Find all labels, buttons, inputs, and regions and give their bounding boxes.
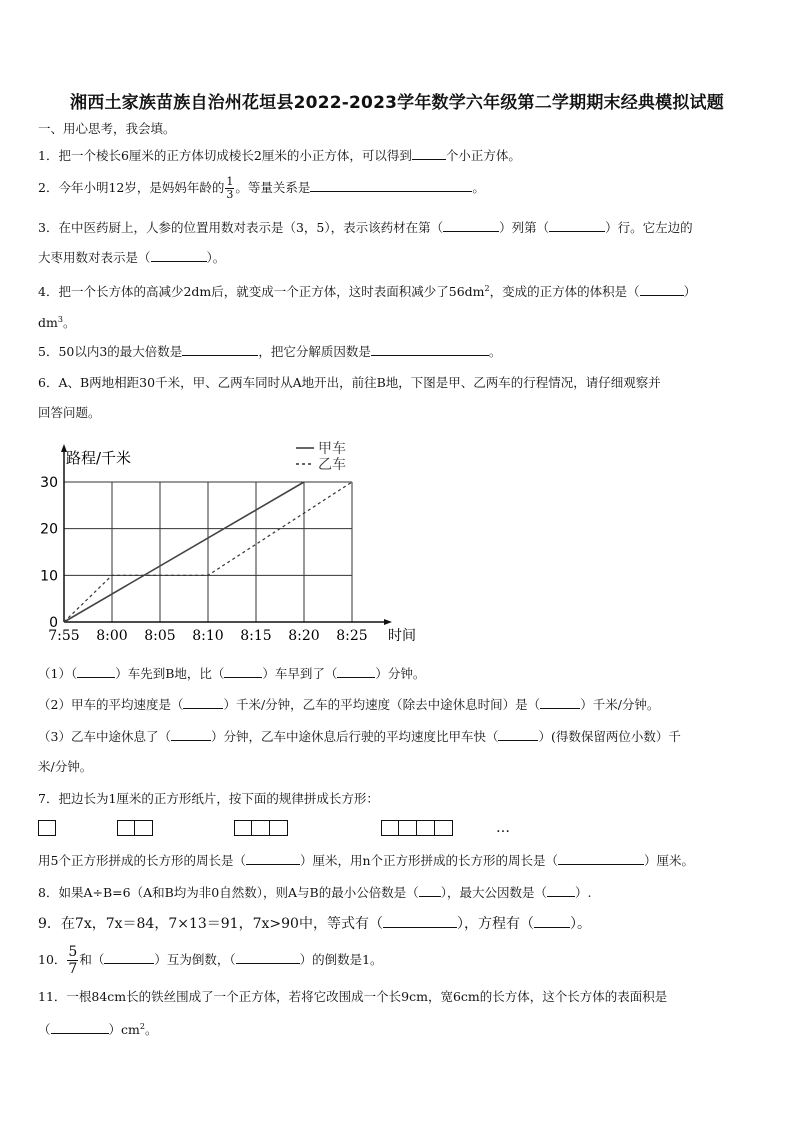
answer-blank[interactable] bbox=[412, 146, 446, 160]
chart-ticks bbox=[40, 475, 368, 644]
answer-blank[interactable] bbox=[171, 727, 211, 741]
square-pattern bbox=[0, 820, 794, 842]
answer-blank[interactable] bbox=[419, 883, 441, 897]
question-6-part3-line1: （3）乙车中途休息了（ ）分钟，乙车中途休息后行驶的平均速度比甲车快（ ）(得数保留两位小数）千 bbox=[38, 729, 681, 744]
question-2: 2．今年小明12岁，是妈妈年龄的 $\frac{1}{3}$ 。等量关系是 。 bbox=[38, 175, 485, 201]
question-7: 7．把边长为1厘米的正方形纸片，按下面的规律拼成长方形： bbox=[38, 791, 379, 806]
series-line-jia bbox=[64, 482, 304, 622]
x-tick-label: 8:05 bbox=[144, 628, 176, 644]
x-tick-label: 8:00 bbox=[96, 628, 128, 644]
answer-blank[interactable] bbox=[534, 914, 570, 928]
chart-legend bbox=[296, 441, 346, 473]
answer-blank[interactable] bbox=[540, 695, 580, 709]
question-8: 8．如果A÷B=6（A和B均为非0自然数），则A与B的最小公倍数是（ ），最大公因数是（ ）. bbox=[38, 885, 592, 900]
question-6-part1: （1）（ ）车先到B地，比（ ）车早到了（ ）分钟。 bbox=[38, 666, 426, 681]
answer-blank[interactable] bbox=[246, 851, 300, 865]
answer-blank[interactable] bbox=[104, 950, 154, 964]
question-6-part2: （2）甲车的平均速度是（ ）千米/分钟，乙车的平均速度（除去中途休息时间）是（ ）千米/分钟。 bbox=[38, 697, 660, 712]
ellipsis: … bbox=[496, 820, 510, 836]
answer-blank[interactable] bbox=[549, 218, 605, 232]
x-tick-label: 7:55 bbox=[48, 628, 80, 644]
question-6-line2: 回答问题。 bbox=[38, 405, 101, 420]
answer-blank[interactable] bbox=[236, 950, 300, 964]
travel-chart bbox=[40, 438, 430, 648]
chart-xlabel: 时间 bbox=[388, 628, 416, 644]
answer-blank[interactable] bbox=[547, 883, 575, 897]
question-10: 10． $\frac{5}{7}$ 和（ ）互为倒数，（ ）的倒数是1。 bbox=[38, 944, 383, 977]
chart-ylabel: 路程/千米 bbox=[66, 449, 132, 467]
answer-blank[interactable] bbox=[383, 914, 457, 928]
answer-blank[interactable] bbox=[640, 282, 684, 296]
rect-4-squares bbox=[381, 820, 453, 836]
fraction: $\frac{1}{3}$ bbox=[226, 175, 234, 201]
question-6-line1: 6．A、B两地相距30千米，甲、乙两车同时从A地开出，前往B地，下图是甲、乙两车的行程情况，请仔细观察并 bbox=[38, 375, 661, 390]
answer-blank[interactable] bbox=[443, 218, 499, 232]
question-4-line2: $dm^3$。 bbox=[38, 315, 76, 331]
question-9: 9．在7x，7x＝84，7×13＝91，7x>90中，等式有（ ），方程有（ ）。 bbox=[38, 916, 591, 932]
y-tick-label: 30 bbox=[40, 475, 58, 491]
legend-label: 乙车 bbox=[318, 457, 346, 473]
answer-blank[interactable] bbox=[182, 342, 258, 356]
rect-1-square bbox=[38, 820, 56, 836]
question-3-line2: 大枣用数对表示是（ ）。 bbox=[38, 250, 226, 265]
answer-blank[interactable] bbox=[151, 248, 207, 262]
rect-3-squares bbox=[234, 820, 288, 836]
question-3-line1: 3．在中医药厨上，人参的位置用数对表示是（3，5），表示该药材在第（ ）列第（ ）行。它左边的 bbox=[38, 220, 693, 235]
answer-blank[interactable] bbox=[558, 851, 644, 865]
answer-blank[interactable] bbox=[310, 178, 472, 192]
question-6-part3-line2: 米/分钟。 bbox=[38, 759, 93, 774]
fraction: $\frac{5}{7}$ bbox=[68, 944, 78, 977]
answer-blank[interactable] bbox=[371, 342, 489, 356]
page-title: 湘西土家族苗族自治州花垣县2022-2023学年数学六年级第二学期期末经典模拟试题 bbox=[70, 93, 724, 113]
question-11-line1: 11．一根84cm长的铁丝围成了一个正方体，若将它改围成一个长9cm，宽6cm的长方体，这个长方体的表面积是 bbox=[38, 989, 668, 1004]
y-tick-label: 0 bbox=[49, 615, 58, 631]
legend-label: 甲车 bbox=[318, 441, 346, 457]
answer-blank[interactable] bbox=[498, 727, 538, 741]
x-tick-label: 8:10 bbox=[192, 628, 224, 644]
answer-blank[interactable] bbox=[183, 695, 223, 709]
x-tick-label: 8:15 bbox=[240, 628, 272, 644]
question-7-answer: 用5个正方形拼成的长方形的周长是（ ）厘米，用n个正方形拼成的长方形的周长是（ ）厘米。 bbox=[38, 853, 695, 868]
question-11-line2: （ ）$cm^2$。 bbox=[38, 1022, 158, 1038]
answer-blank[interactable] bbox=[224, 664, 262, 678]
rect-2-squares bbox=[117, 820, 153, 836]
question-5: 5．50以内3的最大倍数是 ，把它分解质因数是 。 bbox=[38, 344, 502, 359]
x-axis-arrow bbox=[384, 619, 392, 625]
x-tick-label: 8:25 bbox=[336, 628, 368, 644]
question-1: 1．把一个棱长6厘米的正方体切成棱长2厘米的小正方体，可以得到 个小正方体。 bbox=[38, 148, 521, 163]
answer-blank[interactable] bbox=[51, 1020, 109, 1034]
x-tick-label: 8:20 bbox=[288, 628, 320, 644]
y-tick-label: 10 bbox=[40, 568, 58, 585]
section-heading: 一、用心思考，我会填。 bbox=[38, 121, 176, 136]
answer-blank[interactable] bbox=[337, 664, 375, 678]
answer-blank[interactable] bbox=[77, 664, 115, 678]
y-tick-label: 20 bbox=[40, 521, 58, 538]
question-4-line1: 4．把一个长方体的高减少2dm后，就变成一个正方体，这时表面积减少了$56dm^2$，变成的正方体的体积是（ ） bbox=[38, 284, 697, 300]
